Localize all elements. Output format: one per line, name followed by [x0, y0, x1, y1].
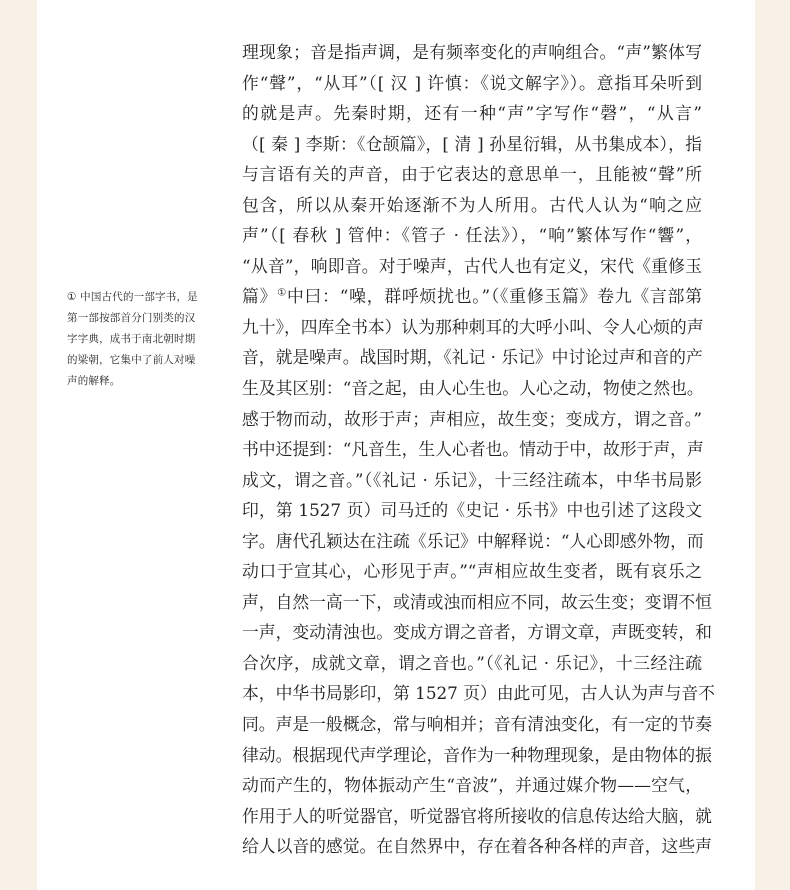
text-line: 感于物而动，故形于声；声相应，故生变；变成方，谓之音。”: [242, 408, 702, 429]
text-line-with-footnote-ref: [242, 281, 702, 312]
footnote-ref[interactable]: ①: [277, 287, 287, 299]
footnote-line: 声的解释。: [67, 375, 121, 387]
text-line: 动口于宣其心，心形见于声。”“声相应故生变者，既有哀乐之: [242, 561, 702, 582]
text-line: 成文，谓之音。”（《礼记 · 乐记》，十三经注疏本，中华书局影: [242, 469, 702, 490]
footnote-line: 的梁朝，它集中了前人对噪: [67, 354, 196, 366]
footnote-line: ① 中国古代的一部字书，是: [67, 291, 198, 303]
footnote-line: 字字典，成书于南北朝时期: [67, 333, 196, 345]
text-line: 给人以音的感觉。在自然界中，存在着各种各样的声音，这些声: [242, 836, 712, 857]
text-line: 书中还提到：“凡音生，生人心者也。情动于中，故形于声，声: [242, 439, 704, 460]
text-line: 作“聲”，“从耳”（[ 汉 ] 许慎：《说文解字》）。意指耳朵听到: [242, 72, 702, 93]
text-fragment: 篇》: [242, 286, 278, 307]
text-line: 一声，变动清浊也。变成方谓之音者，方谓文章，声既变转，和: [242, 622, 712, 643]
text-line: 与言语有关的声音，由于它表达的意思单一，且能被“聲”所: [242, 164, 702, 185]
text-line: 作用于人的听觉器官，听觉器官将所接收的信息传达给大脑，就: [242, 805, 712, 826]
text-line: 动而产生的，物体振动产生“音波”，并通过媒介物——空气，: [242, 775, 702, 796]
text-line: 合次序，成就文章，谓之音也。”（《礼记 · 乐记》，十三经注疏: [242, 652, 702, 673]
text-line: 音，就是噪声。战国时期，《礼记 · 乐记》中讨论过声和音的产: [242, 347, 703, 368]
text-line: 的就是声。先秦时期，还有一种“声”字写作“磬”，“从言”: [242, 103, 702, 124]
text-line: 本，中华书局影印，第 1527 页）由此可见，古人认为声与音不: [242, 683, 715, 704]
text-line: 声”（[ 春秋 ] 管仲：《管子 · 任法》），“响”繁体写作“響”，: [242, 225, 702, 246]
footnote-line: 第一部按部首分门别类的汉: [67, 312, 196, 324]
text-line: 同。声是一般概念，常与响相并；音有清浊变化，有一定的节奏: [242, 714, 712, 735]
text-line: 理现象；音是指声调，是有频率变化的声响组合。“声”繁体写: [242, 42, 702, 62]
body-paragraph: [242, 37, 715, 862]
text-line: 包含，所以从秦开始逐渐不为人所用。古代人认为“响之应: [242, 194, 702, 215]
text-line: 声，自然一高一下，或清或浊而相应不同，故云生变；变谓不恒: [242, 591, 712, 612]
text-line: 九十》，四库全书本）认为那种刺耳的大呼小叫、令人心烦的声: [242, 316, 704, 337]
text-line: 印，第 1527 页）司马迁的《史记 · 乐书》中也引述了这段文: [242, 500, 702, 521]
text-line: （[ 秦 ] 李斯：《仓颉篇》，[ 清 ] 孙星衍辑，从书集成本），指: [242, 133, 702, 154]
footnote: [67, 287, 217, 392]
text-line: “从音”，响即音。对于噪声，古代人也有定义，宋代《重修玉: [242, 255, 702, 276]
text-line: 生及其区别：“音之起，由人心生也。人心之动，物使之然也。: [242, 378, 704, 399]
book-page: [37, 0, 755, 890]
text-line: 字。唐代孔颖达在注疏《乐记》中解释说：“人心即感外物，而: [242, 530, 704, 551]
text-fragment: 中曰：“噪，群呼烦扰也。”（《重修玉篇》卷九《言部第: [286, 286, 702, 307]
text-line: 律动。根据现代声学理论，音作为一种物理现象，是由物体的振: [242, 744, 712, 765]
